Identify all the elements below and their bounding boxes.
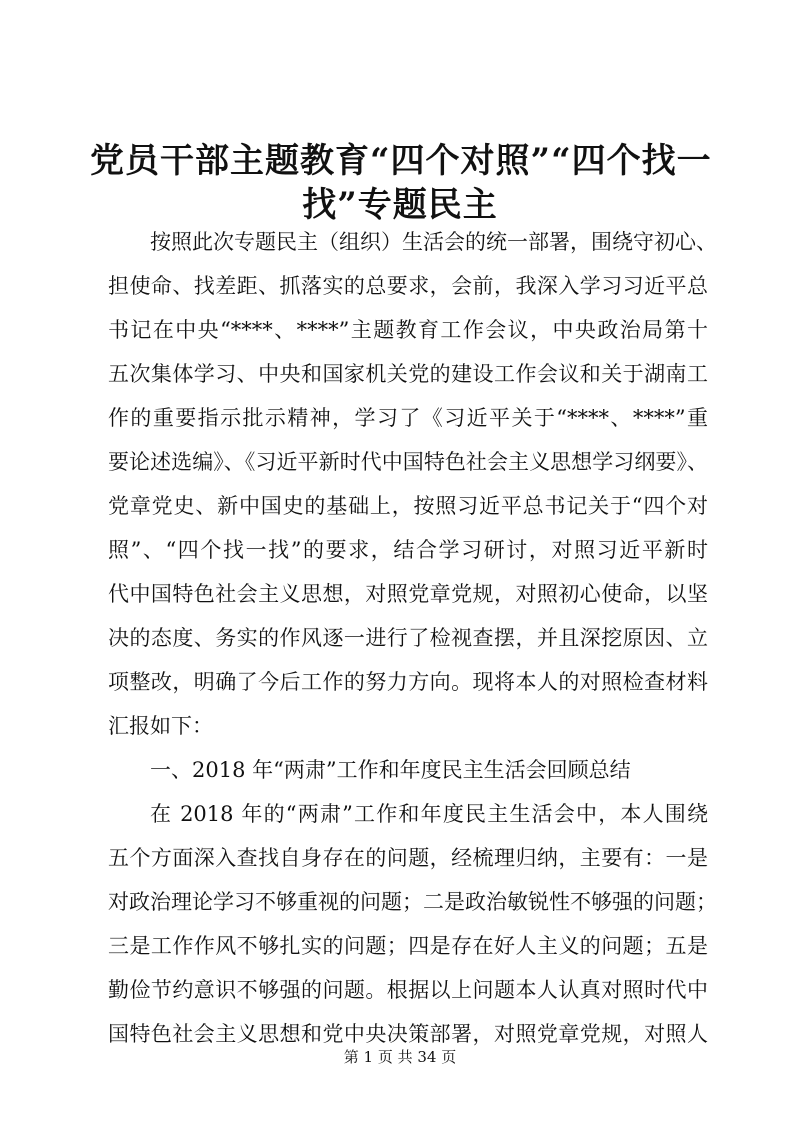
paragraph-line: 决的态度、务实的作风逐一进行了检视查摆，并且深挖原因、立: [108, 626, 708, 650]
paragraph-line: 国特色社会主义思想和党中央决策部署，对照党章党规，对照人: [108, 1022, 708, 1046]
paragraph-line: 在 2018 年的“两肃”工作和年度民主生活会中，本人围绕: [150, 802, 708, 826]
paragraph-line: 五个方面深入查找自身存在的问题，经梳理归纳，主要有：一是: [108, 846, 708, 870]
paragraph-line: 书记在中央“****、****”主题教育工作会议，中央政治局第十: [108, 318, 708, 342]
paragraph-line: 按照此次专题民主（组织）生活会的统一部署，围绕守初心、: [150, 230, 717, 254]
paragraph-line: 勤俭节约意识不够强的问题。根据以上问题本人认真对照时代中: [108, 978, 708, 1002]
paragraph-line: 担使命、找差距、抓落实的总要求，会前，我深入学习习近平总: [108, 274, 708, 298]
paragraph-line: 对政治理论学习不够重视的问题；二是政治敏锐性不够强的问题；: [108, 890, 717, 914]
paragraph-line: 汇报如下：: [108, 714, 213, 738]
section-heading: 一、2018 年“两肃”工作和年度民主生活会回顾总结: [150, 758, 631, 782]
paragraph-line: 照”、“四个找一找”的要求，结合学习研讨，对照习近平新时: [108, 538, 708, 562]
page-footer: 第 1 页 共 34 页: [343, 1048, 457, 1066]
page-title-line-2: 找”专题民主: [302, 185, 498, 225]
paragraph-line: 三是工作作风不够扎实的问题；四是存在好人主义的问题；五是: [108, 934, 708, 958]
paragraph-line: 五次集体学习、中央和国家机关党的建设工作会议和关于湖南工: [108, 362, 708, 386]
paragraph-line: 作的重要指示批示精神，学习了《习近平关于“****、****”重: [108, 406, 708, 430]
paragraph-line: 代中国特色社会主义思想，对照党章党规，对照初心使命，以坚: [108, 582, 708, 606]
paragraph-line: 要论述选编》、《习近平新时代中国特色社会主义思想学习纲要》、: [108, 450, 708, 474]
page-title-line-1: 党员干部主题教育“四个对照”“四个找一: [90, 141, 712, 181]
paragraph-line: 项整改，明确了今后工作的努力方向。现将本人的对照检查材料: [108, 670, 708, 694]
paragraph-line: 党章党史、新中国史的基础上，按照习近平总书记关于“四个对: [108, 494, 708, 518]
